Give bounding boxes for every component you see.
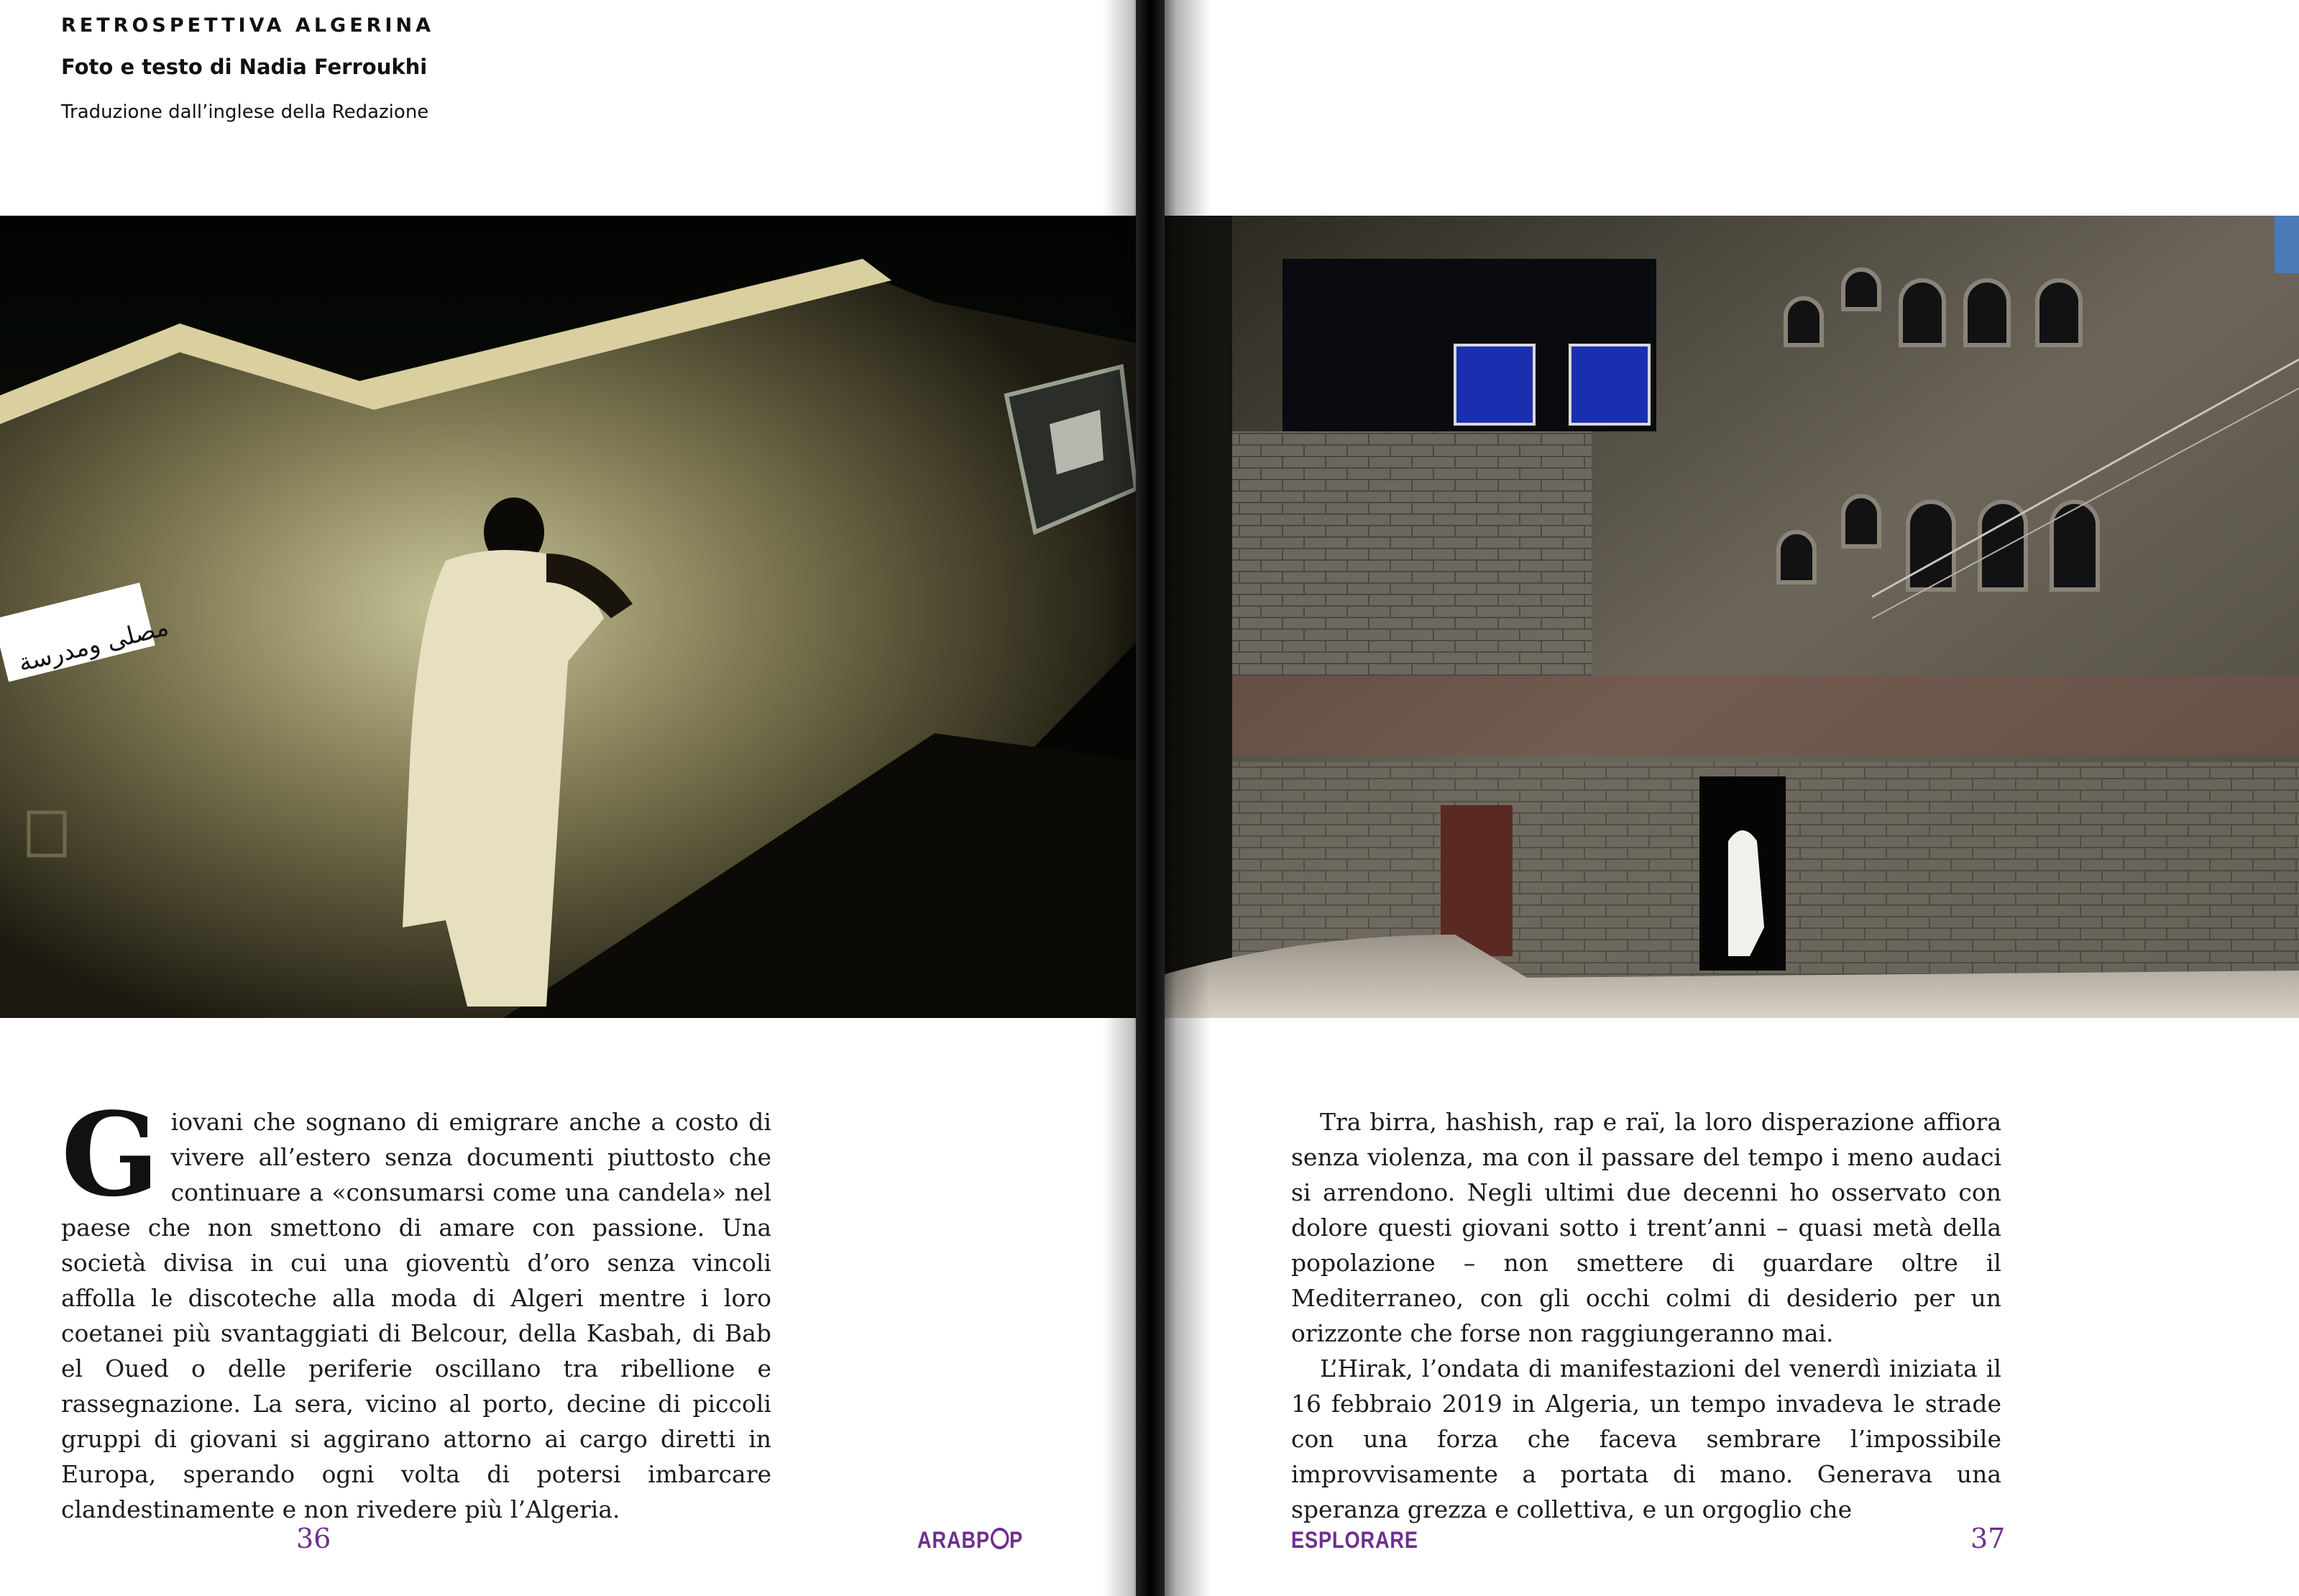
photo-staircase-man [0,216,1146,1018]
byline: Foto e testo di Nadia Ferroukhi [61,55,428,79]
left-page [0,0,1146,1596]
page-number-left: 36 [296,1523,331,1554]
section-kicker: RETROSPETTIVA ALGERINA [61,14,434,37]
paragraph-2: L’Hirak, l’ondata di manifestazioni del venerdì iniziata il 16 febbraio 2019 in Algeria, un tempo invadeva le strade con una forza che faceva sembrare l’impossibile improvvisamente a portata di mano. Generava una speranza grezza e collettiva, e un orgoglio che [1291,1354,2001,1523]
book-spine [1136,0,1165,1596]
logo-text-arab: ARAB [917,1527,976,1553]
translation-note: Traduzione dall’inglese della Redazione [61,101,429,123]
drop-cap: G [61,1087,160,1222]
section-label: ESPLORARE [1291,1527,1418,1553]
logo-text-p2: P [1009,1527,1024,1553]
arabic-sign-text: مصلى ومدرسة [15,613,172,678]
paragraph-1: Tra birra, hashish, rap e raï, la loro disperazione affiora senza violenza, ma con il passare del tempo i meno audaci si arrendono. Negli ultimi due decenni ho osservato con dolore questi giovani sotto i trent’anni – quasi metà della popolazione – non smettere di guardare oltre il Mediterraneo, con gli occhi colmi di desiderio per un orizzonte che forse non raggiungeranno mai. [1291,1108,2001,1347]
page-number-right: 37 [1970,1523,2006,1554]
arabpop-logo [917,1527,1023,1554]
logo-o-icon [991,1528,1009,1549]
logo-text-p1: P [976,1527,990,1553]
right-page [1153,0,2299,1596]
paragraph-intro: iovani che sognano di emigrare anche a costo di vivere all’estero senza documenti piuttosto che continuare a «consumarsi come una candela» nel paese che non smettono di amare con passione. Una società divisa in cui una gioventù d’oro senza vincoli affolla le discoteche alla moda di Algeri mentre i loro coetanei più svantaggiati di Belcour, della Kasbah, di Bab el Oued o delle periferie oscillano tra ribellione e rassegnazione. La sera, vicino al porto, decine di piccoli gruppi di giovani si aggirano attorno ai cargo diretti in Europa, sperando ogni volta di potersi imbarcare clandestinamente e non rivedere più l’Algeria. [61,1108,771,1523]
photo-building-facade [1153,216,2299,1018]
body-text-left [61,1087,771,1527]
body-text-right [1291,1104,2001,1527]
